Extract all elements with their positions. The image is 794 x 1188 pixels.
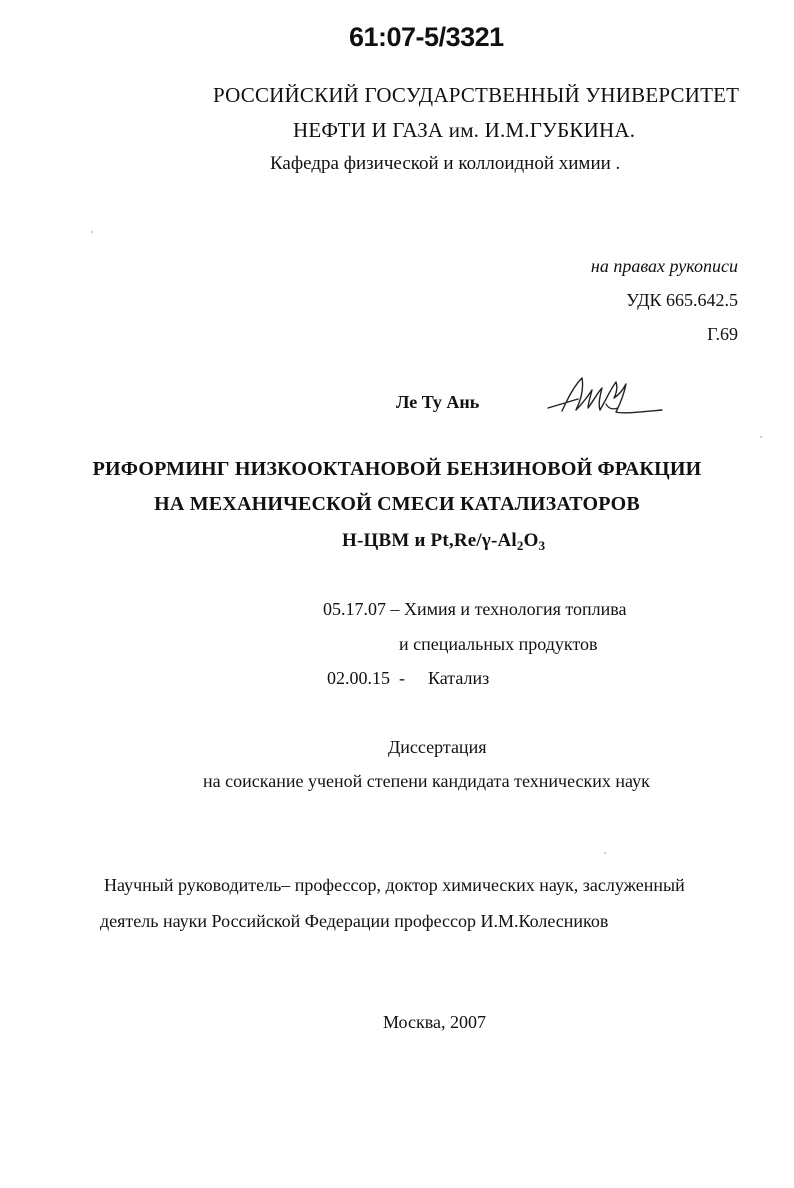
title-formula-sub1: 2	[516, 538, 524, 553]
institution-name-line2: НЕФТИ И ГАЗА им. И.М.ГУБКИНА.	[293, 118, 636, 142]
specialty-2-code: 02.00.15	[327, 668, 390, 688]
manuscript-rights-note: на правах рукописи	[590, 256, 738, 276]
thesis-title-line2: НА МЕХАНИЧЕСКОЙ СМЕСИ КАТАЛИЗАТОРОВ	[154, 493, 640, 515]
department-name: Кафедра физической и коллоидной химии .	[270, 153, 621, 174]
institution-name-line1: РОССИЙСКИЙ ГОСУДАРСТВЕННЫЙ УНИВЕРСИТЕТ	[213, 83, 740, 107]
archive-stamp-number: 61:07-5/3321	[349, 22, 504, 52]
place-and-year: Москва, 2007	[383, 1012, 486, 1032]
specialty-1-name-cont: и специальных продуктов	[399, 634, 598, 654]
udc-code: УДК 665.642.5	[626, 290, 738, 310]
specialty-2	[327, 668, 489, 689]
scan-speck	[604, 852, 606, 854]
supervisor-line1: Научный руководитель– профессор, доктор химических наук, заслуженный	[104, 875, 685, 895]
signature-icon	[544, 372, 666, 420]
scan-speck	[91, 231, 93, 233]
author-name: Ле Ту Ань	[396, 392, 480, 412]
dissertation-degree: на соискание ученой степени кандидата технических наук	[203, 771, 650, 791]
thesis-title-line1: РИФОРМИНГ НИЗКООКТАНОВОЙ БЕНЗИНОВОЙ ФРАКЦИИ	[92, 458, 702, 480]
specialty-1-name: Химия и технология топлива	[404, 599, 627, 619]
specialty-1-separator: –	[390, 599, 400, 619]
specialty-2-name: Катализ	[428, 668, 490, 688]
dissertation-type: Диссертация	[388, 737, 487, 757]
scan-speck	[760, 436, 762, 438]
title-formula-sub2: 3	[538, 538, 546, 553]
thesis-title-line3	[342, 530, 545, 552]
title-formula-part1: Н-ЦВМ и Pt,Re/γ-Al	[342, 530, 517, 551]
title-formula-part2: O	[523, 530, 539, 551]
library-code: Г.69	[707, 324, 738, 344]
specialty-1	[323, 599, 627, 620]
specialty-1-code: 05.17.07	[323, 599, 386, 619]
specialty-2-separator: -	[399, 668, 405, 688]
supervisor-line2: деятель науки Российской Федерации профессор И.М.Колесников	[100, 911, 609, 931]
